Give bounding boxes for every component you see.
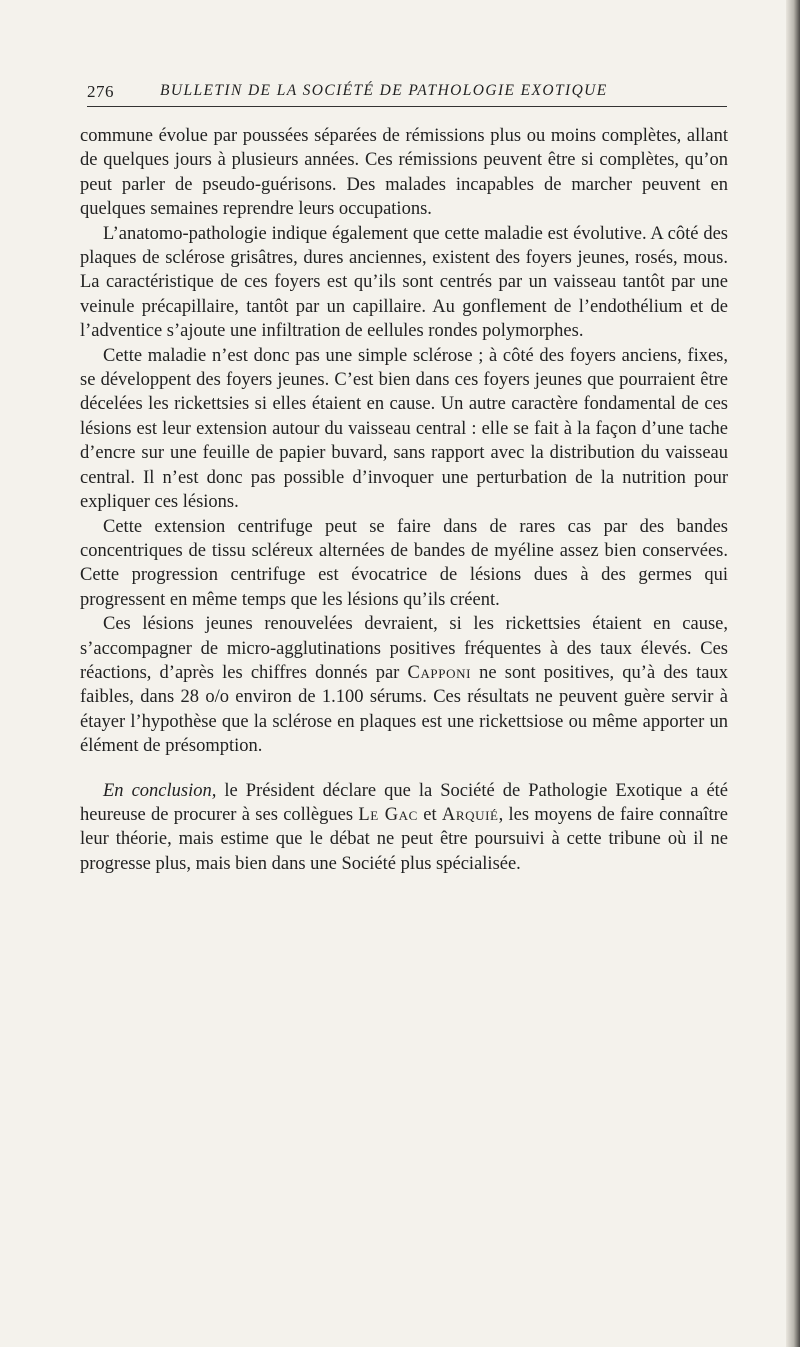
page-number: 276 xyxy=(87,82,114,101)
author-arquie: Arquié xyxy=(441,804,499,825)
paragraph-1: commune évolue par poussées séparées de rémissions plus ou moins complètes, allant de quelques jours à plusieurs années. Ces rémissions peuvent être si complètes, qu’on peut parler de pseudo-guérisons. Des malades incapables de marcher peuvent en quelques semaines reprendre leurs occupations. xyxy=(80,126,728,220)
paragraph-3: Cette maladie n’est donc pas une simple sclérose ; à côté des foyers anciens, fixes, se développent des foyers jeunes. C’est bien dans ces foyers jeunes que pourraient être décelées les rickettsies si elles étaient en cause. Un autre caractère fondamental de ces lésions est leur extension autour du vaisseau central : elle se fait à la façon d’une tache d’encre sur une feuille de papier buvard, sans rapport avec la distribution du vaisseau central. Il n’est donc pas possible d’invoquer une perturbation de la nutrition pour expliquer ces lésions. xyxy=(80,345,728,513)
running-title: BULLETIN DE LA SOCIÉTÉ DE PATHOLOGIE EXOTIQUE xyxy=(160,82,608,99)
page-edge-shadow xyxy=(786,0,800,1347)
paragraph-5-text-b: ne sont positives, qu’à des taux faibles, dans 28 o/o environ de 1.100 sérums. Ces résultats ne peuvent guère servir à étayer l’hypothèse que la sclérose en plaques est une rickettsiose ou même apporter un élément de présomption. xyxy=(80,662,728,757)
paragraph-4: Cette extension centrifuge peut se faire dans de rares cas par des bandes concentriques de tissu scléreux alternées de bandes de myéline assez bien conservées. Cette progression centrifuge est évocatrice de lésions dues à des germes qui progressent en même temps que les lésions qu’ils créent. xyxy=(80,516,728,610)
paragraph-5-text-a: Ces lésions jeunes renouvelées devraient, si les rickettsies étaient en cause, s’accompagner de micro-agglutinations positives fréquentes à des taux élevés. Ces réactions, d’après les chiffres donnés par xyxy=(80,614,728,683)
paragraph-5 xyxy=(80,612,728,758)
paragraph-2: L’anatomo-pathologie indique également que cette maladie est évolutive. A côté des plaques de sclérose grisâtres, dures anciennes, existent des foyers jeunes, rosés, mous. La caractéristique de ces foyers est qu’ils sont centrés par un vaisseau tantôt par une veinule précapillaire, tantôt par un capillaire. Au gonflement de l’endothélium et de l’adventice s’ajoute une infiltration de eellules rondes polymorphes. xyxy=(80,223,728,342)
article-body xyxy=(80,124,728,876)
author-capponi: Capponi xyxy=(407,662,471,683)
conclusion-lead: En conclusion, xyxy=(103,780,217,801)
paragraph-conclusion xyxy=(80,779,728,877)
author-le-gac: Le Gac xyxy=(358,804,418,825)
conclusion-text-b: , les moyens de faire connaître leur théorie, mais estime que le débat ne peut être poursuivi à cette tribune où il ne progresse plus, mais bien dans une Société plus spécialisée. xyxy=(80,804,729,874)
running-header xyxy=(87,82,727,107)
conclusion-text-a: le Président déclare que la Société de Pathologie Exotique a été heureuse de procurer à ses collègues xyxy=(80,780,729,825)
conclusion-text-mid: et xyxy=(417,804,442,825)
